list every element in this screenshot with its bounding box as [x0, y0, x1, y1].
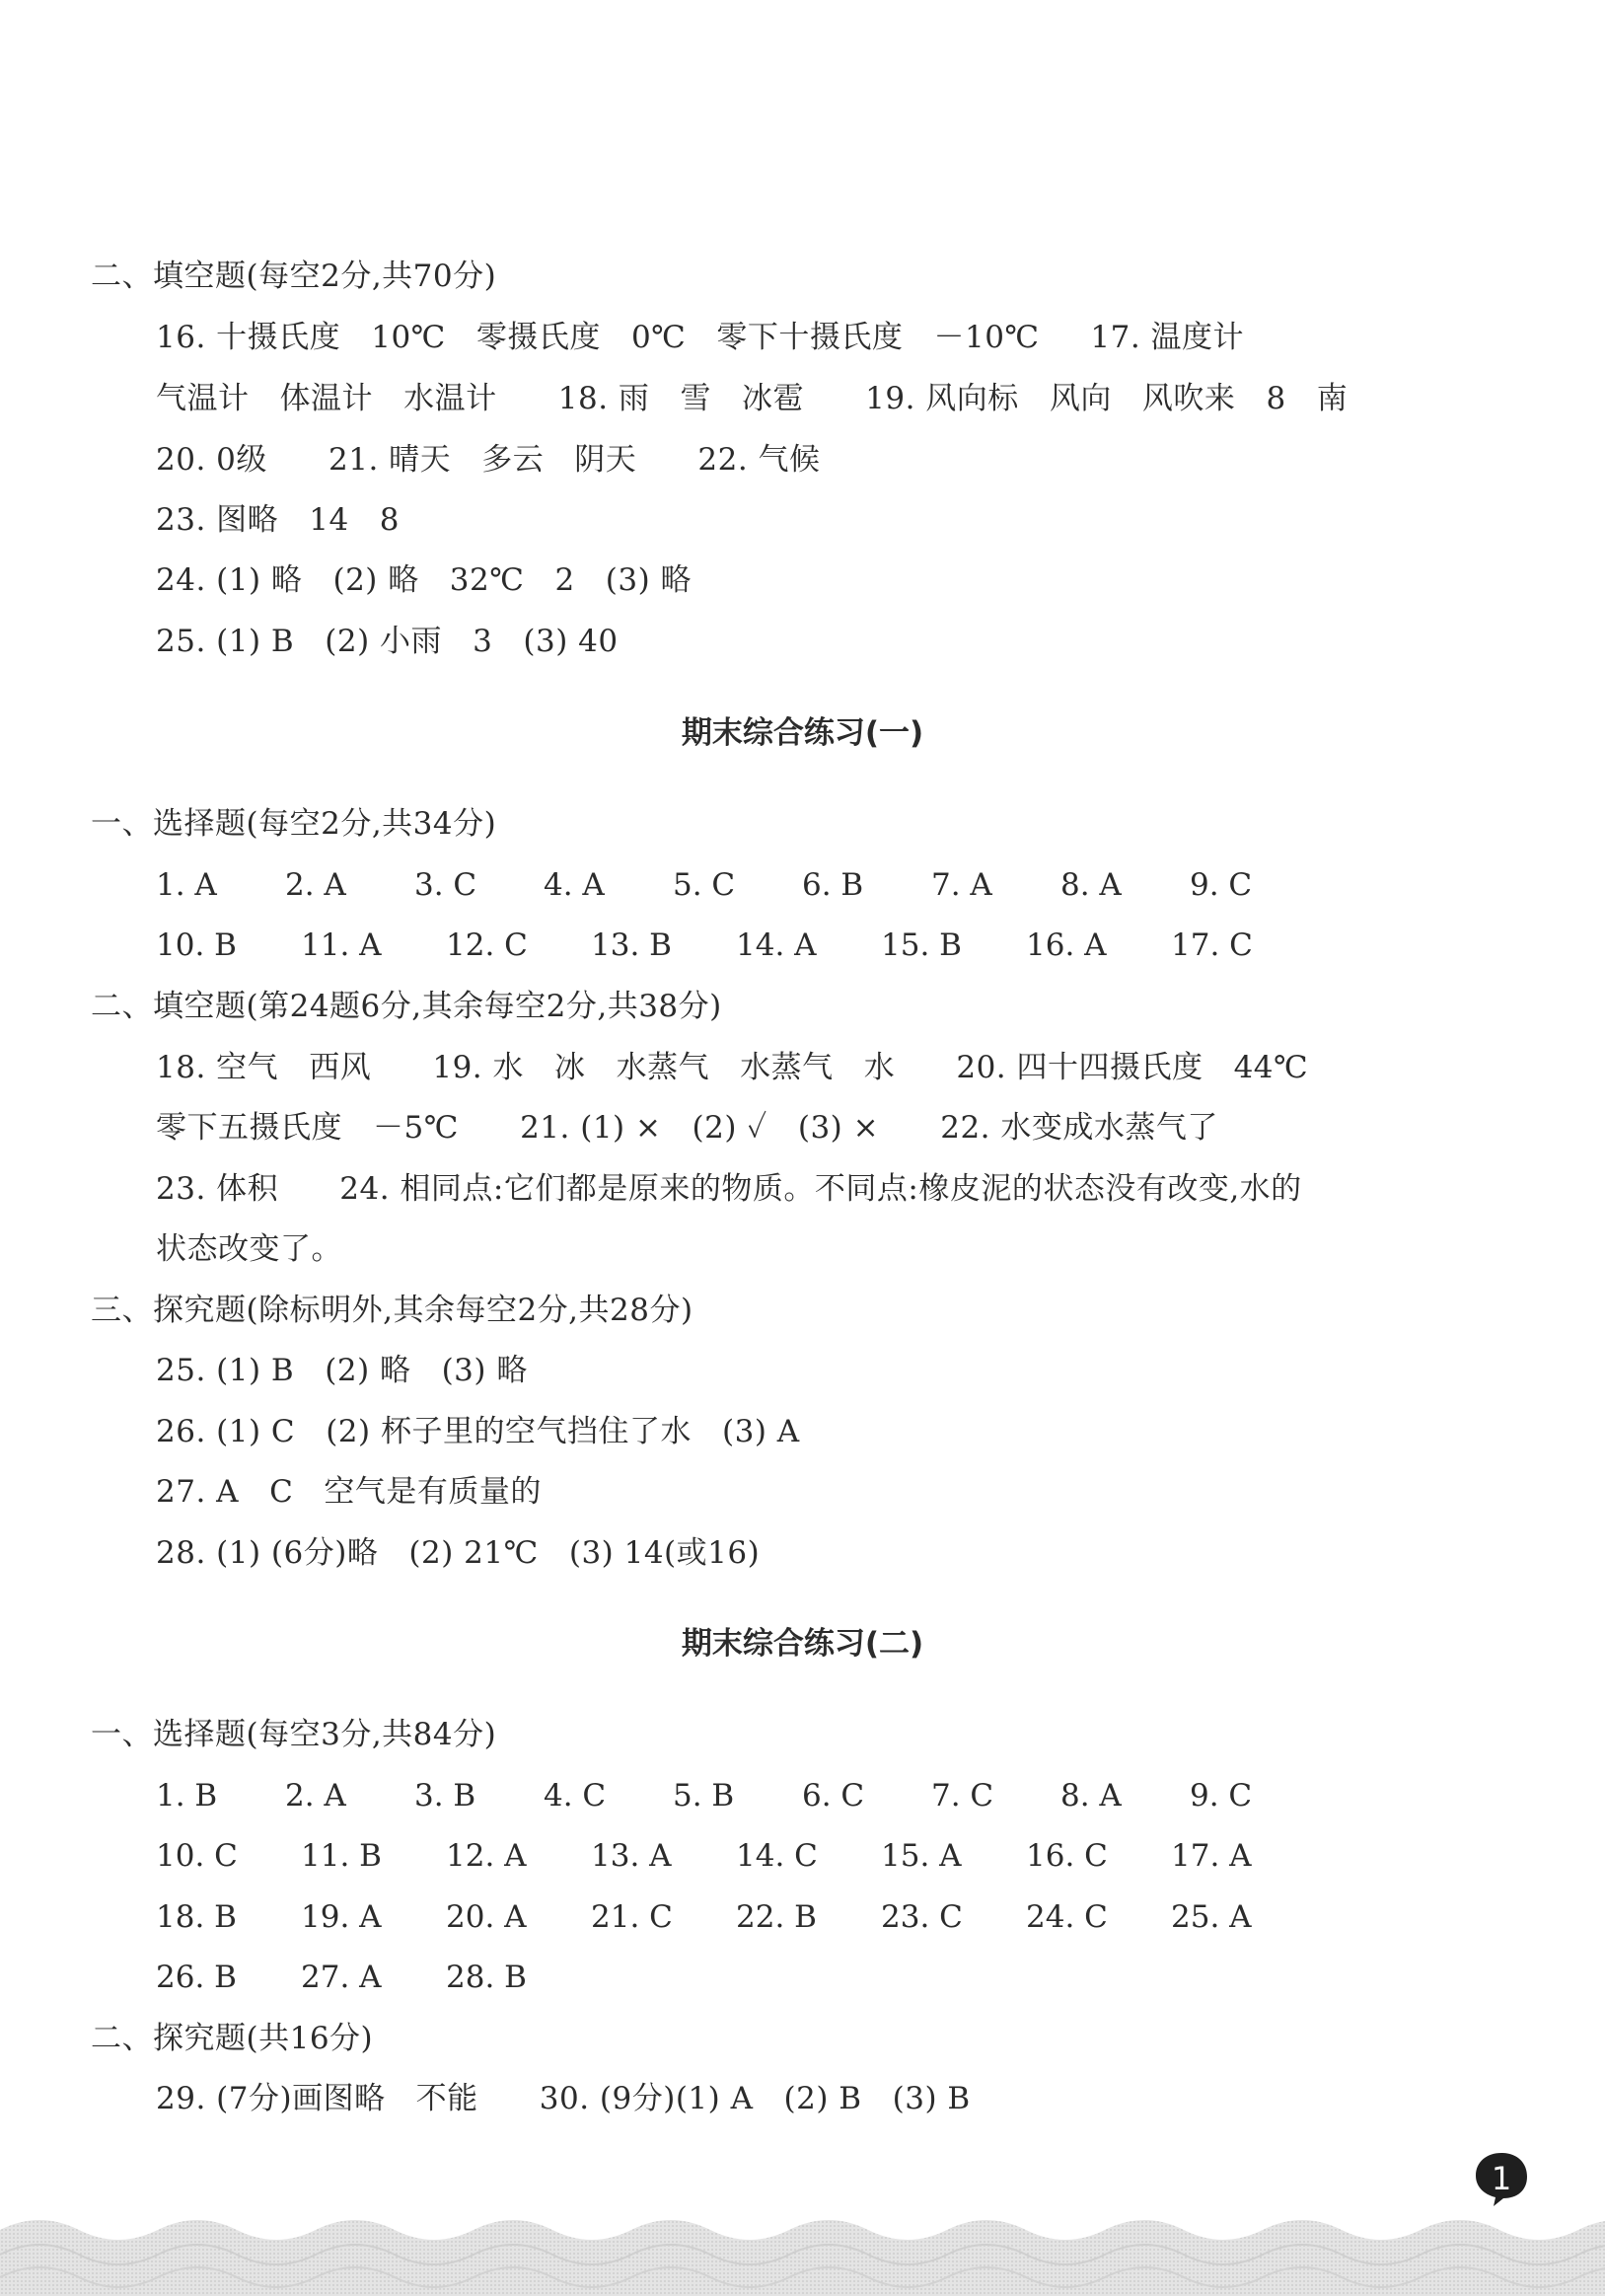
- choice-answer: 17. C: [1171, 927, 1253, 963]
- answer-line: 状态改变了。: [156, 1231, 342, 1267]
- choice-answer: 4. C: [544, 1778, 607, 1814]
- answer-line: 24. (1) 略 (2) 略 32℃ 2 (3) 略: [156, 562, 693, 598]
- exam-title: 期末综合练习(一): [681, 715, 924, 751]
- choice-answer: 16. C: [1026, 1838, 1108, 1874]
- choice-answer: 3. B: [414, 1778, 476, 1814]
- choice-answer: 15. A: [881, 1838, 962, 1874]
- answer-line: 18. 空气 西风 19. 水 冰 水蒸气 水蒸气 水 20. 四十四摄氏度 44℃: [156, 1050, 1309, 1085]
- choice-answer: 12. C: [446, 927, 528, 963]
- section-header: 二、填空题(第24题6分,其余每空2分,共38分): [91, 989, 722, 1024]
- choice-answer: 8. A: [1060, 867, 1122, 903]
- choice-answer: 23. C: [881, 1899, 963, 1935]
- choice-answer: 9. C: [1190, 1778, 1253, 1814]
- choice-answer: 8. A: [1060, 1778, 1122, 1814]
- choice-answer: 11. B: [301, 1838, 382, 1874]
- choice-answer: 14. A: [736, 927, 817, 963]
- choice-answer: 20. A: [446, 1899, 527, 1935]
- section-header: 一、选择题(每空2分,共34分): [91, 806, 497, 842]
- answer-line: 20. 0级 21. 晴天 多云 阴天 22. 气候: [156, 442, 821, 478]
- answer-line: 28. (1) (6分)略 (2) 21℃ (3) 14(或16): [156, 1535, 761, 1571]
- choice-answer: 6. C: [802, 1778, 865, 1814]
- choice-answer: 13. B: [591, 927, 672, 963]
- choice-answer: 7. C: [931, 1778, 994, 1814]
- choice-answer: 9. C: [1190, 867, 1253, 903]
- choice-answer: 19. A: [301, 1899, 382, 1935]
- choice-answer: 12. A: [446, 1838, 527, 1874]
- choice-answer: 10. C: [156, 1838, 238, 1874]
- choice-answer: 24. C: [1026, 1899, 1108, 1935]
- choice-answer: 4. A: [544, 867, 605, 903]
- choice-row: [0, 1958, 1605, 1997]
- choice-answer: 18. B: [156, 1899, 237, 1935]
- choice-row: [0, 1897, 1605, 1937]
- answer-line: 零下五摄氏度 －5℃ 21. (1) × (2) ✓ (3) × 22. 水变成水蒸气了: [156, 1110, 1218, 1146]
- choice-row: [0, 926, 1605, 965]
- answer-line: 25. (1) B (2) 略 (3) 略: [156, 1353, 528, 1388]
- choice-answer: 10. B: [156, 927, 237, 963]
- choice-answer: 2. A: [285, 1778, 346, 1814]
- choice-answer: 6. B: [802, 867, 864, 903]
- choice-answer: 28. B: [446, 1960, 527, 1995]
- choice-row: [0, 1776, 1605, 1815]
- choice-answer: 3. C: [414, 867, 477, 903]
- page-number: 1: [1491, 2160, 1512, 2197]
- choice-answer: 21. C: [591, 1899, 673, 1935]
- choice-answer: 14. C: [736, 1838, 818, 1874]
- choice-answer: 26. B: [156, 1960, 237, 1995]
- choice-answer: 5. C: [673, 867, 736, 903]
- choice-answer: 7. A: [931, 867, 992, 903]
- answer-line: 29. (7分)画图略 不能 30. (9分)(1) A (2) B (3) B: [156, 2081, 971, 2116]
- choice-answer: 25. A: [1171, 1899, 1252, 1935]
- exam-title: 期末综合练习(二): [681, 1626, 924, 1662]
- choice-answer: 2. A: [285, 867, 346, 903]
- choice-answer: 22. B: [736, 1899, 817, 1935]
- choice-answer: 15. B: [881, 927, 962, 963]
- choice-answer: 11. A: [301, 927, 382, 963]
- answer-line: 16. 十摄氏度 10℃ 零摄氏度 0℃ 零下十摄氏度 －10℃ 17. 温度计: [156, 320, 1245, 355]
- answer-line: 23. 图略 14 8: [156, 502, 400, 538]
- choice-answer: 1. B: [156, 1778, 218, 1814]
- choice-answer: 1. A: [156, 867, 217, 903]
- choice-row: [0, 1836, 1605, 1876]
- section-header: 二、探究题(共16分): [91, 2021, 374, 2056]
- choice-answer: 5. B: [673, 1778, 735, 1814]
- answer-line: 25. (1) B (2) 小雨 3 (3) 40: [156, 624, 619, 659]
- choice-answer: 16. A: [1026, 927, 1107, 963]
- wave-footer-decoration: [0, 2200, 1605, 2296]
- choice-row: [0, 865, 1605, 905]
- answer-line: 23. 体积 24. 相同点:它们都是原来的物质。不同点:橡皮泥的状态没有改变,水的: [156, 1171, 1302, 1207]
- answer-line: 气温计 体温计 水温计 18. 雨 雪 冰雹 19. 风向标 风向 风吹来 8 南: [156, 381, 1349, 416]
- section-header: 三、探究题(除标明外,其余每空2分,共28分): [91, 1293, 693, 1328]
- answer-line: 27. A C 空气是有质量的: [156, 1474, 542, 1510]
- choice-answer: 17. A: [1171, 1838, 1252, 1874]
- answer-line: 26. (1) C (2) 杯子里的空气挡住了水 (3) A: [156, 1414, 800, 1449]
- choice-answer: 27. A: [301, 1960, 382, 1995]
- section-header: 二、填空题(每空2分,共70分): [91, 259, 497, 294]
- choice-answer: 13. A: [591, 1838, 672, 1874]
- section-header: 一、选择题(每空3分,共84分): [91, 1717, 497, 1752]
